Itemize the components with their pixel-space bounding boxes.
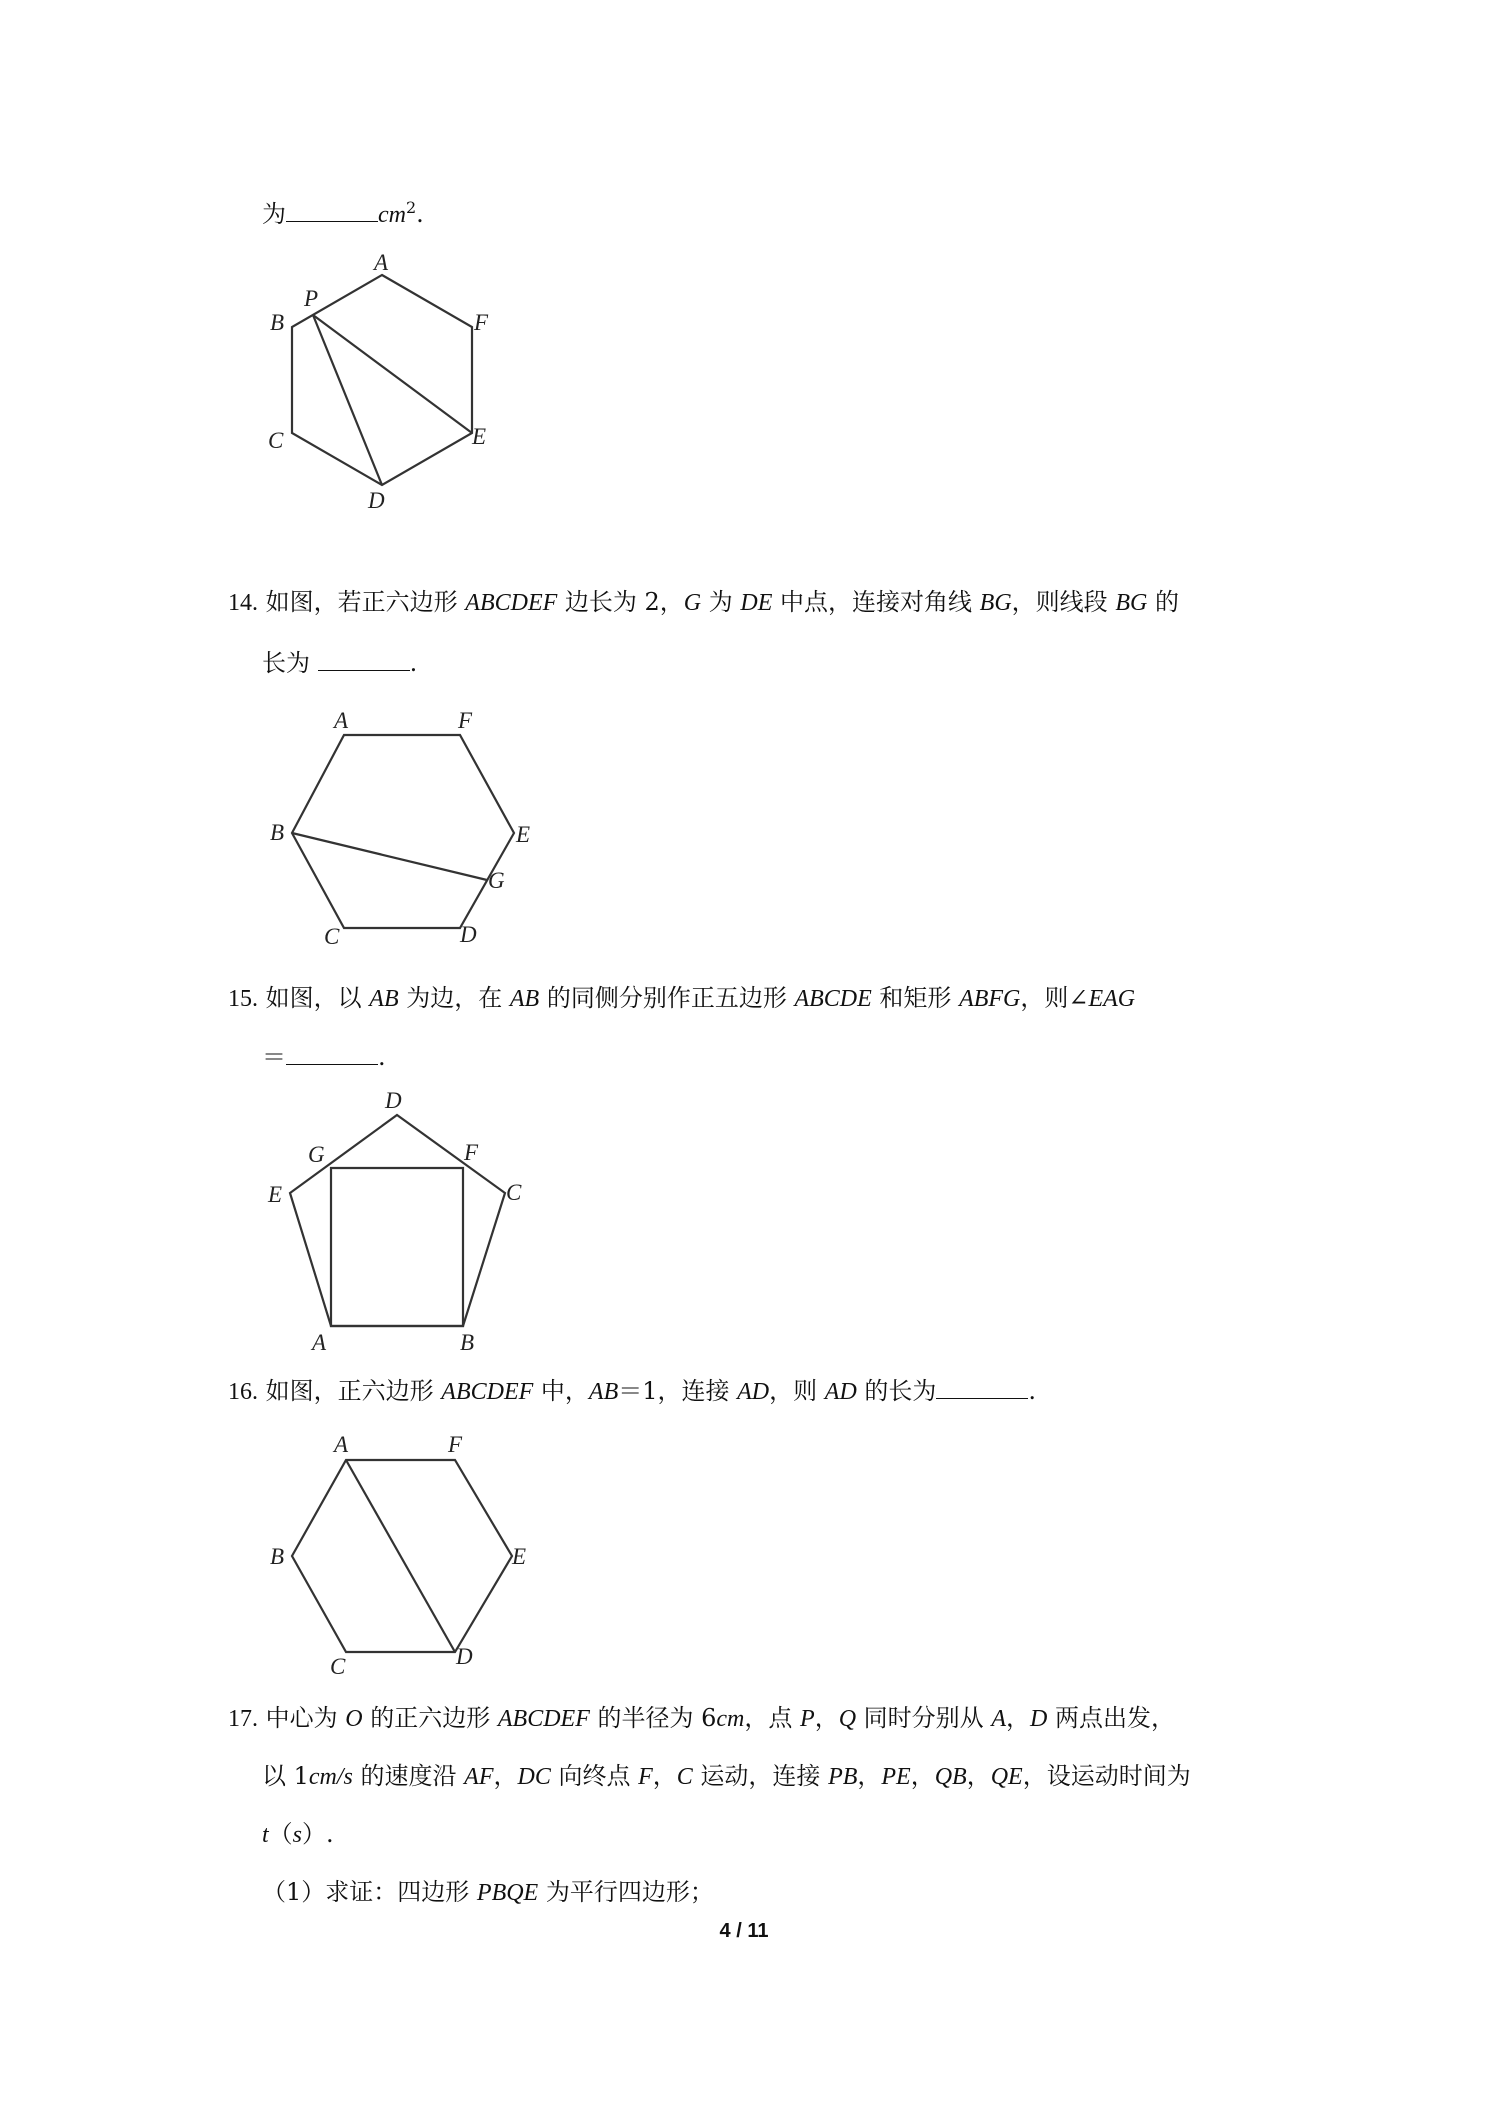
q16-text-3: AB xyxy=(588,1379,619,1405)
q14-line2-end: . xyxy=(409,649,418,677)
fig15-label-g: G xyxy=(308,1142,325,1167)
q16-number: 16. xyxy=(228,1379,258,1405)
q16-text-1: ABCDEF xyxy=(441,1379,534,1405)
q14-text-2: 边长为 2， xyxy=(557,588,684,616)
q17-l3-2: s xyxy=(292,1822,303,1848)
q14-text-5: DE xyxy=(740,590,773,616)
fig14-label-b: B xyxy=(270,820,285,845)
fig14-label-c: C xyxy=(324,924,340,949)
fig16-label-f: F xyxy=(448,1432,463,1457)
q17-l1-7: P xyxy=(800,1706,815,1732)
q17-l1-1: O xyxy=(345,1706,363,1732)
q17-l1-14: 两点出发， xyxy=(1047,1704,1175,1732)
q16-text-5: AD xyxy=(737,1379,770,1405)
q15-text-3: AB xyxy=(509,986,540,1012)
q17-l2-7: F xyxy=(638,1764,653,1790)
q17-l2-4: ， xyxy=(493,1762,518,1790)
q17-l2-10: 运动，连接 xyxy=(692,1762,829,1790)
q16-text-6: ，则 xyxy=(769,1377,825,1405)
fig14-label-g: G xyxy=(488,868,505,893)
fig13-label-d: D xyxy=(368,488,385,513)
fig16-label-b: B xyxy=(270,1544,285,1569)
q17-l2-5: DC xyxy=(517,1764,551,1790)
fig15-label-a: A xyxy=(312,1330,327,1355)
q17-l2-1: cm/s xyxy=(308,1764,353,1790)
q14-number: 14. xyxy=(228,590,258,616)
q17-l1-3: ABCDEF xyxy=(497,1706,590,1732)
fig13-label-a: A xyxy=(374,250,389,275)
fig16-segment-ad xyxy=(346,1460,455,1652)
q17-l2-0: 以 1 xyxy=(262,1762,309,1790)
q17-l1-2: 的正六边形 xyxy=(362,1704,498,1732)
q15-text-7: ABFG xyxy=(959,986,1021,1012)
q17-l1-13: D xyxy=(1029,1706,1048,1732)
page-number: 4 / 11 xyxy=(719,1920,769,1942)
q17-l1-5: cm xyxy=(716,1706,745,1732)
q15-number: 15. xyxy=(228,986,258,1012)
q16-text-4: ＝1，连接 xyxy=(618,1377,738,1405)
q15-text-4: 的同侧分别作正五边形 xyxy=(539,984,795,1012)
q17-l1-4: 的半径为 6 xyxy=(589,1704,717,1732)
q14-text-6: 中点，连接对角线 xyxy=(772,588,980,616)
fig13-label-e: E xyxy=(472,424,487,449)
q13-prefix: 为 xyxy=(262,200,286,228)
q15-text-2: 为边，在 xyxy=(398,984,510,1012)
q17-l2-12: ， xyxy=(857,1762,882,1790)
fig13-label-f: F xyxy=(474,310,489,335)
q14-text-4: 为 xyxy=(701,588,741,616)
q17-l2-8: ， xyxy=(652,1762,677,1790)
fig16-label-a: A xyxy=(334,1432,349,1457)
q17-l3-1: （ xyxy=(268,1820,293,1848)
q17-l1-11: A xyxy=(991,1706,1006,1732)
q14-text-8: ，则线段 xyxy=(1011,588,1116,616)
q14-text-10: 的 xyxy=(1147,588,1179,616)
q15-line2-prefix: ＝ xyxy=(262,1043,286,1071)
q17-line2 xyxy=(262,1760,1191,1793)
q17-l2-3: AF xyxy=(464,1764,494,1790)
q17-l1-6: ，点 xyxy=(744,1704,801,1732)
q17-number: 17. xyxy=(228,1706,258,1732)
q17-part1 xyxy=(262,1876,714,1909)
q13-unit-sup: 2 xyxy=(405,198,417,217)
q16-text-8: 的长为 xyxy=(856,1377,937,1405)
q17-l2-16: ， xyxy=(966,1762,991,1790)
q15-text-0: 如图，以 xyxy=(265,984,370,1012)
q17-l1-12: ， xyxy=(1005,1704,1030,1732)
q14-text-0: 如图，若正六边形 xyxy=(265,588,466,616)
q17-l2-18: ，设运动时间为 xyxy=(1022,1762,1191,1790)
q17-l2-11: PB xyxy=(828,1764,858,1790)
q17-l3-3: ）. xyxy=(302,1820,334,1848)
q15-text-9: EAG xyxy=(1088,986,1136,1012)
q14-text-3: G xyxy=(683,590,702,616)
q14-line2-prefix: 长为 xyxy=(262,649,318,677)
q13-unit: cm xyxy=(378,202,406,228)
q17-p1-2: 为平行四边形； xyxy=(538,1878,714,1906)
fig14-label-a: A xyxy=(334,708,349,733)
q16-text-7: AD xyxy=(824,1379,857,1405)
q17-l2-9: C xyxy=(676,1764,693,1790)
q14-text-7: BG xyxy=(979,590,1012,616)
fig15-label-b: B xyxy=(460,1330,475,1355)
q17-l2-14: ， xyxy=(910,1762,935,1790)
q17-l2-17: QE xyxy=(990,1764,1023,1790)
q15-text-6: 和矩形 xyxy=(871,984,960,1012)
q14-text-9: BG xyxy=(1115,590,1148,616)
fig15-label-c: C xyxy=(506,1180,522,1205)
fig15-label-f: F xyxy=(464,1140,479,1165)
q17-l2-6: 向终点 xyxy=(550,1762,639,1790)
q17-line1 xyxy=(228,1702,1175,1735)
fig15-label-e: E xyxy=(268,1182,283,1207)
q17-l1-10: 同时分别从 xyxy=(856,1704,992,1732)
q15-text-5: ABCDE xyxy=(794,986,872,1012)
fig13-label-p: P xyxy=(304,286,319,311)
q17-l3-0: t xyxy=(262,1822,269,1848)
q17-l1-0: 中心为 xyxy=(265,1704,346,1732)
q17-l1-9: Q xyxy=(838,1706,857,1732)
q17-l2-15: QB xyxy=(934,1764,967,1790)
fig13-label-c: C xyxy=(268,428,284,453)
q17-p1-0: （1）求证：四边形 xyxy=(262,1878,477,1906)
q16-text-2: 中， xyxy=(533,1377,589,1405)
q16-text-0: 如图，正六边形 xyxy=(265,1377,442,1405)
q15-text-8: ，则∠ xyxy=(1020,984,1089,1012)
q17-p1-1: PBQE xyxy=(476,1880,539,1906)
fig13-label-b: B xyxy=(270,310,285,335)
q15-line2-end: . xyxy=(378,1043,386,1071)
q13-end: . xyxy=(416,200,424,228)
fig16-label-c: C xyxy=(330,1654,346,1679)
q17-l1-8: ， xyxy=(814,1704,839,1732)
q16-end: . xyxy=(1028,1377,1037,1405)
q17-line3 xyxy=(262,1818,334,1851)
fig16-label-e: E xyxy=(512,1544,527,1569)
fig16-hexagon-outline xyxy=(292,1460,512,1652)
fig14-label-f: F xyxy=(458,708,473,733)
fig15-label-d: D xyxy=(385,1088,402,1113)
fig16-label-d: D xyxy=(456,1644,473,1669)
q14-text-1: ABCDEF xyxy=(465,590,558,616)
fig14-label-d: D xyxy=(460,922,477,947)
q15-text-1: AB xyxy=(369,986,399,1012)
q17-l2-2: 的速度沿 xyxy=(352,1762,465,1790)
fig14-label-e: E xyxy=(516,822,531,847)
q17-l2-13: PE xyxy=(881,1764,911,1790)
